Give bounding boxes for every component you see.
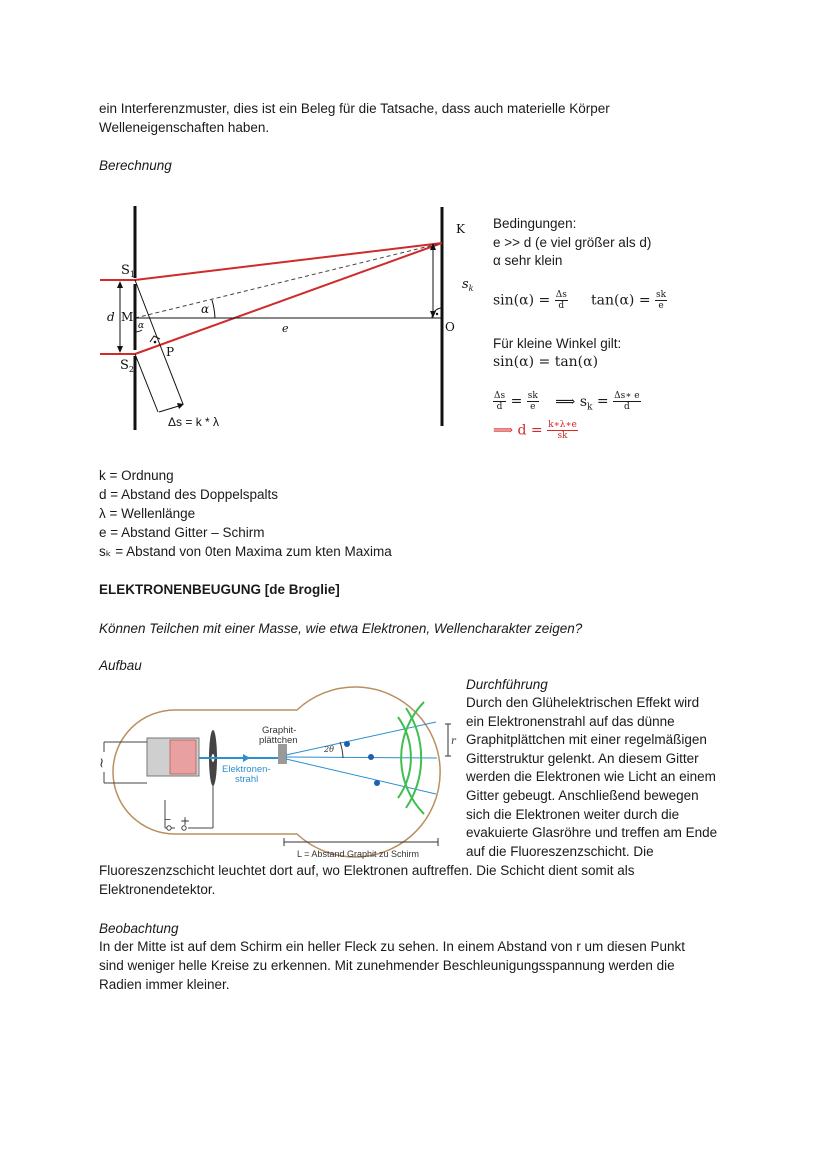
sin-formula: sin(α) = $\frac{\Delta s}{d}$: [493, 290, 567, 311]
label-s1: $S_1$: [121, 263, 135, 279]
durchfuehrung-heading: Durchführung: [466, 677, 548, 692]
label-p: P: [166, 345, 175, 359]
condition-1: e >> d (e viel größer als d): [493, 235, 652, 250]
label-alpha: α: [201, 302, 210, 316]
small-angle-equation: sin(α) = tan(α): [493, 354, 599, 370]
beobachtung-line: sind weniger helle Kreise zu erkennen. Mit zunehmender Beschleunigungsspannung werden die: [99, 958, 675, 973]
electron-dot-1: [344, 741, 350, 747]
durchfuehrung-line: Fluoreszenzschicht leuchtet dort auf, wo Elektronen auftreffen. Die Schicht dient somit als: [99, 863, 635, 878]
intro-paragraph: [99, 99, 739, 137]
terminal-minus: [167, 826, 171, 830]
berechnung-heading: Berechnung: [99, 158, 172, 173]
diffracted-ray-up: [286, 722, 436, 755]
section-heading-elektronenbeugung: ELEKTRONENBEUGUNG [de Broglie]: [99, 582, 340, 597]
research-question: Können Teilchen mit einer Masse, wie etwa Elektronen, Wellencharakter zeigen?: [99, 621, 583, 636]
graphite-foil: [278, 744, 287, 764]
delta-arrow-head: [177, 403, 184, 409]
durchfuehrung-line: ein Elektronenstrahl auf das dünne: [466, 713, 675, 729]
double-slit-diagram: [95, 200, 485, 440]
label-s2: $S_2$: [120, 358, 134, 374]
electron-beam-arrow: [243, 754, 250, 762]
graphit-label-2: plättchen: [259, 735, 298, 746]
electron-dot-2: [368, 754, 374, 760]
plus-label: +: [180, 814, 191, 828]
durchfuehrung-line: Graphitplättchen mit einer regelmäßigen: [466, 732, 707, 748]
durchfuehrung-line: Durch den Glühelektrischen Effekt wird: [466, 695, 700, 710]
label-delta-s: Δs = k * λ: [168, 415, 220, 429]
ac-source-label: ~: [93, 757, 109, 769]
d-arrow-head-top: [117, 281, 123, 288]
screen-angle-dot: [436, 313, 438, 315]
intro-line: ein Interferenzmuster, dies ist ein Beleg für die Tatsache, dass auch materielle Körper: [99, 101, 610, 116]
legend-item: sₖ = Abstand von 0ten Maxima zum kten Maxima: [99, 544, 392, 559]
aufbau-heading: Aufbau: [99, 658, 142, 673]
center-dashed-ray: [135, 243, 442, 318]
right-angle-dot: [154, 341, 157, 344]
durchfuehrung-line: sich die Elektronen weiter durch die: [466, 806, 680, 822]
label-m: M: [121, 310, 134, 324]
d-arrow-head-bottom: [117, 346, 123, 353]
two-theta-label: 2θ: [324, 745, 334, 754]
durchfuehrung-line: auf die Fluoreszenzschicht. Die: [466, 843, 654, 859]
durchfuehrung-line: evakuierte Glasröhre und treffen am Ende: [466, 825, 718, 841]
electron-diffraction-diagram: [95, 672, 465, 862]
durchfuehrung-continued: [99, 862, 635, 899]
durchfuehrung-text: [466, 694, 717, 861]
beobachtung-heading: Beobachtung: [99, 921, 179, 936]
label-sk: $s_k$: [462, 277, 474, 293]
legend-item: e = Abstand Gitter – Schirm: [99, 525, 265, 540]
minus-label: –: [165, 812, 171, 826]
beam-bottom-ray: [135, 243, 442, 354]
diffracted-ray-down: [286, 759, 436, 794]
label-d: d: [107, 310, 115, 324]
derivation-line-2: ⟹ d = $\frac{k∗\lambda∗e}{sk}$: [493, 420, 577, 441]
durchfuehrung-line: Elektronendetektor.: [99, 881, 216, 897]
durchfuehrung-line: werden die Elektronen wie Licht an einem: [466, 769, 716, 785]
legend-item: k = Ordnung: [99, 468, 174, 483]
label-k: K: [456, 222, 465, 236]
intro-line: Welleneigenschaften haben.: [99, 120, 270, 135]
label-o: O: [445, 320, 455, 334]
small-angle-title: Für kleine Winkel gilt:: [493, 336, 622, 351]
durchfuehrung-line: Gitter gebeugt. Anschließend bewegen: [466, 787, 699, 803]
condition-2: α sehr klein: [493, 253, 563, 268]
electron-dot-3: [374, 780, 380, 786]
label-alpha-small: α: [138, 321, 145, 331]
label-e: e: [282, 322, 289, 335]
L-label: L = Abstand Graphit zu Schirm: [297, 849, 419, 859]
beam-top-ray: [135, 243, 442, 280]
beobachtung-text: [99, 937, 739, 994]
diffracted-ray-center: [286, 757, 437, 758]
durchfuehrung-line: Gitterstruktur gelenkt. An diesem Gitter: [466, 750, 699, 766]
strahl-label-1: Elektronen-: [222, 764, 271, 775]
derivation-line-1: $\frac{\Delta s}{d}$ = $\frac{sk}{e}$ ⟹ $s_k$ = $\frac{\Delta s∗ e}{d}$: [494, 391, 640, 413]
two-theta-arc: [340, 742, 343, 758]
delta-guide-1: [135, 354, 158, 412]
beobachtung-line: Radien immer kleiner.: [99, 977, 230, 992]
cathode-heater: [170, 740, 196, 774]
tan-formula: tan(α) = $\frac{sk}{e}$: [591, 290, 667, 311]
graphit-label-1: Graphit-: [262, 725, 297, 736]
conditions-title: Bedingungen:: [493, 216, 577, 231]
alpha-arc: [212, 300, 215, 318]
strahl-label-2: strahl: [235, 774, 259, 785]
legend-item: d = Abstand des Doppelspalts: [99, 487, 279, 502]
beobachtung-line: In der Mitte ist auf dem Schirm ein heller Fleck zu sehen. In einem Abstand von r um diesen Punkt: [99, 939, 686, 954]
legend-item: λ = Wellenlänge: [99, 506, 196, 521]
legend-list: [99, 466, 739, 561]
r-label: r: [451, 736, 456, 747]
